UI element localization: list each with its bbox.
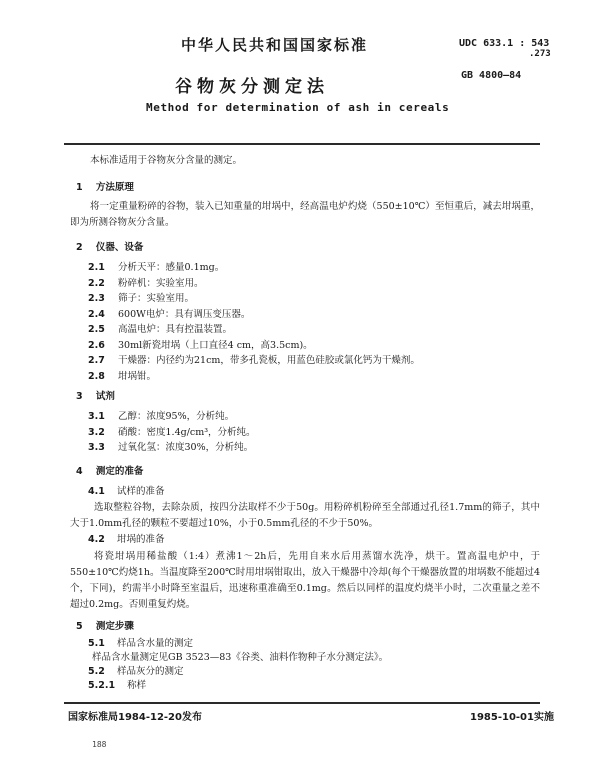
issue-date: 国家标准局1984-12-20发布 (68, 712, 202, 723)
item-number: 2.7 (88, 355, 105, 366)
section-1-heading (76, 179, 134, 193)
item-text: 分析天平：感量0.1mg。 (118, 262, 225, 273)
list-item (88, 309, 250, 321)
item-number: 2.5 (88, 324, 105, 335)
item-text: 过氧化氢：浓度30%，分析纯。 (118, 442, 254, 453)
subsection-title: 称样 (127, 680, 147, 691)
item-text: 筛子：实验室用。 (118, 293, 195, 304)
intro-text: 本标准适用于谷物灰分含量的测定。 (90, 155, 243, 166)
item-text: 干燥器：内径约为21cm，带多孔瓷板，用蓝色硅胶或氯化钙为干燥剂。 (118, 355, 420, 366)
item-text: 硝酸：密度1.4g/cm³，分析纯。 (118, 426, 256, 438)
section-title: 方法原理 (95, 182, 134, 193)
item-number: 2.1 (88, 262, 105, 273)
subsection-number: 4.2 (88, 534, 105, 545)
list-item (88, 340, 313, 352)
subsection-number: 5.2.1 (88, 680, 116, 691)
item-number: 2.3 (88, 293, 105, 304)
subsection-5-1-text: 样品含水量测定见GB 3523—83《谷类、油料作物种子水分测定法》。 (92, 652, 389, 663)
section-title: 试剂 (95, 391, 115, 402)
item-text: 粉碎机：实验室用。 (118, 277, 204, 289)
list-item (88, 442, 253, 454)
page-number: 188 (92, 740, 107, 749)
list-item (88, 371, 156, 383)
subsection-4-2-text: 将瓷坩埚用稀盐酸（1:4）煮沸1～2h后，先用自来水后用蒸馏水洗净，烘干。置高温电炉中，于550±10℃灼烧1h。当温度降至200℃时用坩埚钳取出，放入干燥器中冷却(每个干燥器放置的坩埚数不能超过4个，下同)，约需半小时降至室温后，迅速称重准确至0.1mg。然后以同样的温度灼烧半小时，二次重量之差不超过0.2mg。否则重复灼烧。 (70, 551, 540, 610)
subsection-title: 坩埚的准备 (116, 534, 165, 545)
subsection-number: 4.1 (88, 486, 105, 497)
list-item (88, 293, 194, 305)
list-item (88, 324, 232, 336)
item-text: 坩埚钳。 (118, 370, 157, 382)
document-title-en: Method for determination of ash in cereals (146, 101, 450, 114)
udc-code-line2: .273 (529, 49, 551, 59)
subsection-5-2-1-heading (88, 680, 146, 692)
section-2-heading (76, 239, 143, 253)
item-number: 3.1 (88, 411, 105, 422)
standard-org-title: 中华人民共和国国家标准 (181, 36, 369, 54)
item-number: 2.8 (88, 370, 105, 382)
section-number: 4 (76, 466, 83, 477)
subsection-4-1-heading (88, 486, 164, 498)
subsection-title: 样品含水量的测定 (116, 638, 193, 649)
item-number: 3.2 (88, 426, 105, 438)
section-4-heading (76, 463, 143, 477)
section-3-heading (76, 388, 115, 402)
gb-code: GB 4800—84 (461, 70, 522, 81)
list-item (88, 262, 224, 274)
list-item (88, 278, 204, 290)
item-number: 2.6 (88, 339, 105, 351)
section-title: 测定步骤 (95, 621, 134, 632)
list-item (88, 411, 234, 423)
subsection-number: 5.2 (88, 666, 105, 677)
document-title-cn: 谷物灰分测定法 (175, 77, 329, 97)
subsection-number: 5.1 (88, 638, 105, 649)
section-number: 1 (76, 182, 83, 193)
item-number: 3.3 (88, 442, 105, 453)
section-number: 3 (76, 391, 83, 402)
item-text: 600W电炉：具有调压变压器。 (118, 308, 251, 320)
item-text: 高温电炉：具有控温装置。 (118, 324, 233, 335)
subsection-title: 样品灰分的测定 (116, 666, 184, 677)
section-1-text: 将一定重量粉碎的谷物，装入已知重量的坩埚中，经高温电炉灼烧（550±10℃）至恒重后，减去坩埚重，即为所测谷物灰分含量。 (70, 201, 540, 228)
udc-code: UDC 633.1 : 543 (459, 38, 550, 49)
header-divider (64, 143, 540, 145)
subsection-5-2-heading (88, 666, 183, 678)
item-number: 2.2 (88, 277, 105, 289)
list-item (88, 427, 256, 439)
section-title: 测定的准备 (95, 466, 144, 477)
subsection-4-1-text: 选取整粒谷物，去除杂质，按四分法取样不少于50g。用粉碎机粉碎至全部通过孔径1.7mm的筛子，其中大于1.0mm孔径的颗粒不要超过10%，小于0.5mm孔径的不少于50%。 (70, 502, 540, 529)
section-number: 5 (76, 621, 83, 632)
subsection-5-1-heading (88, 638, 193, 650)
footer-divider (64, 702, 540, 704)
subsection-4-2-heading (88, 534, 164, 546)
item-text: 乙醇：浓度95%，分析纯。 (118, 411, 235, 422)
effective-date: 1985-10-01实施 (470, 712, 554, 723)
item-text: 30ml新瓷坩埚（上口直径4 cm，高3.5cm)。 (118, 339, 313, 351)
list-item (88, 355, 420, 367)
section-number: 2 (76, 242, 83, 253)
section-title: 仪器、设备 (95, 242, 144, 253)
item-number: 2.4 (88, 308, 105, 320)
section-5-heading (76, 618, 134, 632)
subsection-title: 试样的准备 (116, 486, 165, 497)
